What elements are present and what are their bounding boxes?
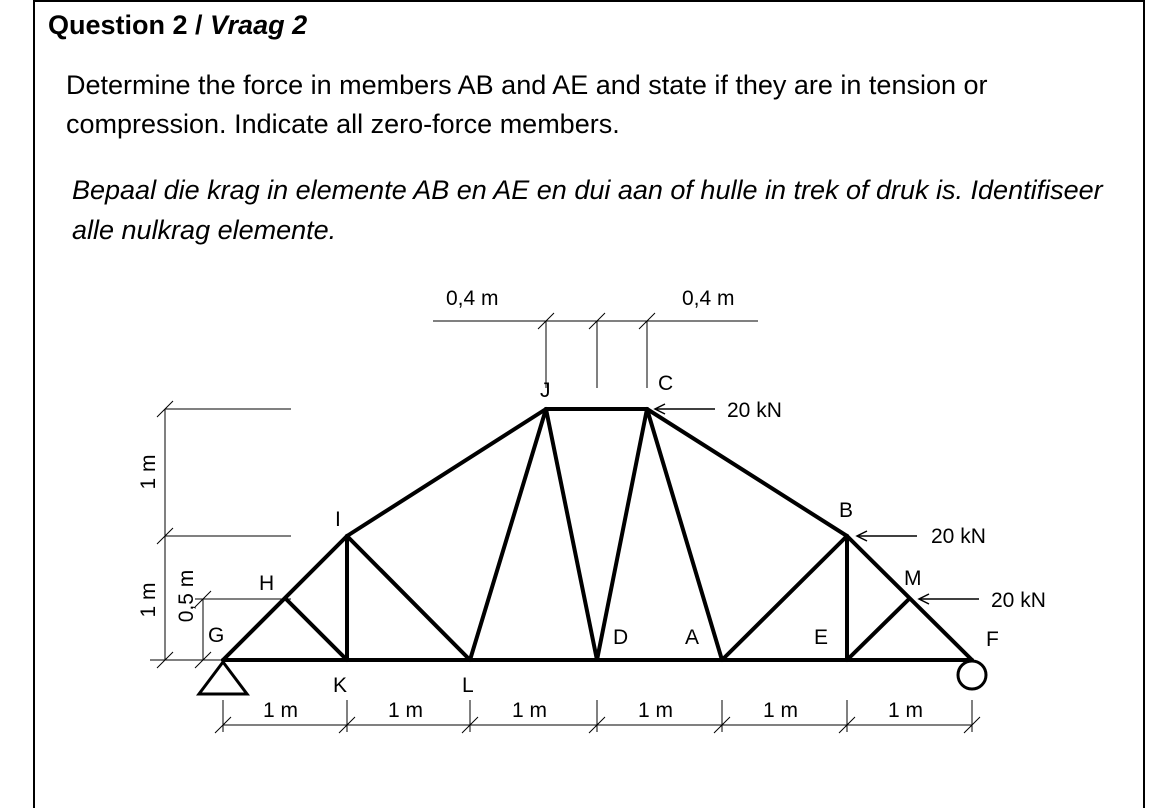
member-CB: [647, 409, 847, 536]
node-label-J: J: [540, 379, 551, 402]
member-CA: [647, 409, 722, 660]
question-title-af: Vraag 2: [210, 10, 308, 40]
load-label-M: 20 kN: [991, 589, 1046, 612]
dim-label-bottom-3: 1 m: [512, 699, 548, 722]
member-DC: [597, 409, 647, 660]
question-text-af: Bepaal die krag in elemente AB en AE en dui aan of hulle in trek of druk is. Identifiseer alle nulkrag elemente.: [72, 175, 1103, 245]
dim-label-left-inner: 0,5 m: [175, 569, 198, 623]
roller-support-icon: [958, 661, 986, 689]
node-label-E: E: [814, 626, 829, 649]
node-label-G: G: [208, 624, 225, 647]
node-label-K: K: [333, 674, 348, 697]
dim-label-top-left: 0,4 m: [446, 287, 499, 310]
member-LJ: [470, 409, 546, 660]
member-HK: [286, 599, 347, 660]
question-title: Question 2 /: [48, 10, 211, 40]
node-label-B: B: [839, 499, 854, 522]
node-label-M: M: [904, 567, 922, 590]
member-JD: [546, 409, 597, 660]
dimension-lines: [150, 313, 980, 733]
load-label-B: 20 kN: [931, 525, 986, 548]
node-label-D: D: [613, 626, 629, 649]
member-AB: [722, 536, 847, 660]
member-IJ: [347, 409, 546, 536]
node-label-C: C: [658, 372, 674, 395]
dim-label-top-right: 0,4 m: [682, 287, 735, 310]
node-label-L: L: [462, 674, 474, 697]
node-label-A: A: [685, 626, 700, 649]
load-arrows: [655, 404, 979, 604]
dim-label-bottom-6: 1 m: [888, 699, 924, 722]
load-label-C: 20 kN: [727, 399, 782, 422]
member-IL: [347, 536, 470, 660]
dim-label-bottom-5: 1 m: [763, 699, 799, 722]
dim-label-left-upper: 1 m: [137, 454, 160, 490]
dim-label-bottom-2: 1 m: [388, 699, 424, 722]
question-text-en: Determine the force in members AB and AE and state if they are in tension or compression. Indicate all zero-force members.: [66, 70, 988, 139]
dim-label-bottom-4: 1 m: [638, 699, 674, 722]
member-EM: [847, 599, 909, 660]
pin-support-icon: [199, 662, 247, 694]
node-label-H: H: [259, 572, 275, 595]
dim-label-bottom-1: 1 m: [263, 699, 299, 722]
node-label-I: I: [335, 508, 341, 531]
node-label-F: F: [986, 628, 999, 651]
dim-label-left-lower: 1 m: [137, 582, 160, 618]
